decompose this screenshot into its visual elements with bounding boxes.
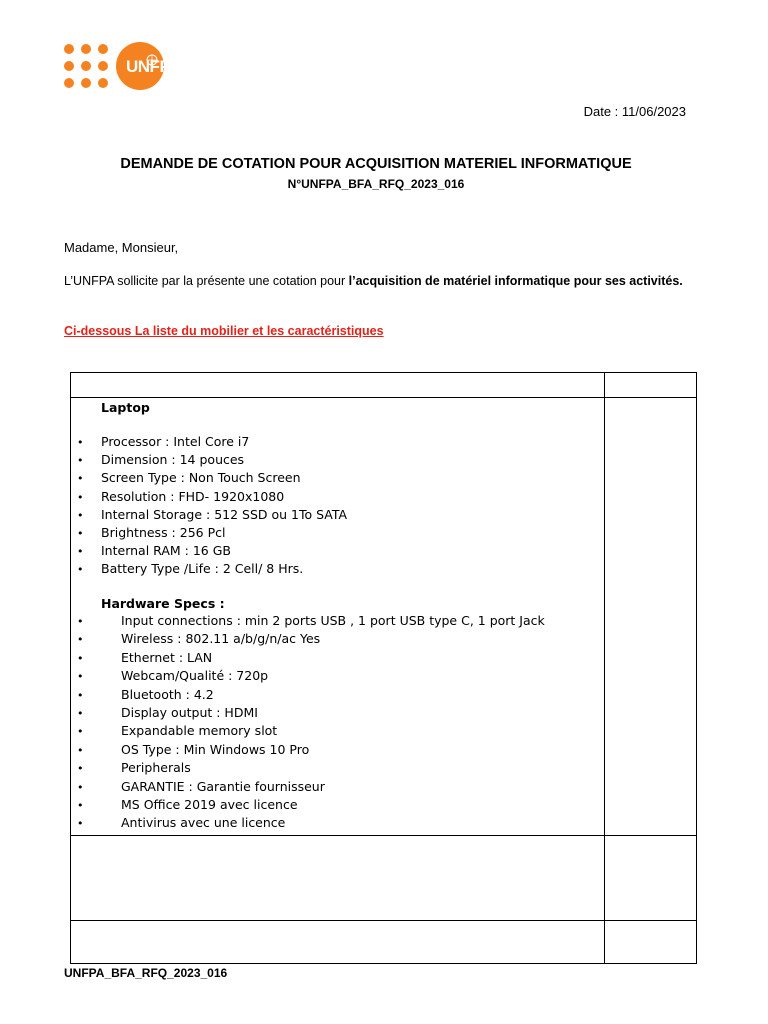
hardware-title: Hardware Specs : [101, 596, 225, 611]
logo-dot [98, 61, 108, 71]
logo-dot [81, 61, 91, 71]
bullet-icon: • [77, 725, 84, 739]
hardware-spec-item: Bluetooth : 4.2 [121, 686, 214, 702]
bullet-icon: • [77, 817, 84, 831]
hardware-spec-item: Ethernet : LAN [121, 649, 213, 665]
bullet-icon: • [77, 472, 84, 486]
document-reference: N°UNFPA_BFA_RFQ_2023_016 [287, 177, 465, 191]
spec-item: Brightness : 256 Pcl [101, 525, 226, 540]
bullet-icon: • [77, 508, 84, 522]
bullet-icon: • [77, 563, 84, 577]
row-divider [71, 835, 696, 836]
spec-item: Internal RAM : 16 GB [101, 543, 231, 559]
hardware-spec-item: OS Type : Min Windows 10 Pro [121, 741, 310, 757]
column-divider [604, 373, 605, 963]
bullet-icon: • [77, 527, 84, 540]
intro-text: L’UNFPA sollicite par la présente une cotation pour [64, 274, 349, 288]
hardware-spec-item: Expandable memory slot [121, 723, 278, 739]
logo-text: UNFPA [126, 57, 181, 76]
bullet-icon: • [77, 490, 84, 504]
hardware-spec-item: Antivirus avec une licence [121, 815, 286, 831]
spec-item: Resolution : FHD- 1920x1080 [101, 488, 285, 504]
bullet-icon: • [77, 615, 84, 628]
specifications-table [70, 372, 697, 964]
bullet-icon: • [77, 633, 84, 647]
footer-reference: UNFPA_BFA_RFQ_2023_016 [64, 966, 228, 980]
logo-dot [81, 44, 91, 54]
spec-item: Screen Type : Non Touch Screen [101, 470, 301, 486]
bullet-icon: • [77, 762, 84, 776]
spec-item: Dimension : 14 pouces [101, 452, 245, 468]
logo-dot [81, 78, 91, 88]
hardware-spec-item: Display output : HDMI [121, 705, 258, 720]
row-divider [71, 920, 696, 921]
bullet-icon: • [77, 545, 84, 559]
unfpa-logo [64, 42, 181, 90]
bullet-icon: • [77, 743, 84, 757]
bullet-icon: • [77, 670, 84, 684]
intro-paragraph [64, 274, 683, 288]
salutation: Madame, Monsieur, [64, 240, 179, 255]
bullet-icon: • [77, 799, 84, 812]
bullet-icon: • [77, 651, 84, 665]
item-title: Laptop [101, 400, 150, 415]
logo-dot [64, 78, 74, 88]
document-title: DEMANDE DE COTATION POUR ACQUISITION MATERIEL INFORMATIQUE [120, 156, 632, 172]
row-divider [71, 397, 696, 398]
spec-item: Internal Storage : 512 SSD ou 1To SATA [101, 506, 348, 522]
document-date: Date : 11/06/2023 [583, 104, 686, 119]
hardware-spec-item: GARANTIE : Garantie fournisseur [121, 778, 325, 794]
bullet-icon: • [77, 436, 84, 449]
intro-bold-text: l’acquisition de matériel informatique pour ses activités. [348, 274, 683, 288]
bullet-icon: • [77, 454, 84, 468]
logo-dot [64, 61, 74, 71]
hardware-spec-item: MS Office 2019 avec licence [121, 797, 298, 812]
logo-dot [64, 44, 74, 54]
spec-item: Processor : Intel Core i7 [101, 434, 250, 449]
logo-dot [98, 78, 108, 88]
bullet-icon: • [77, 780, 84, 794]
hardware-spec-item: Input connections : min 2 ports USB , 1 port USB type C, 1 port Jack [121, 613, 545, 628]
hardware-spec-item: Peripherals [121, 760, 191, 776]
bullet-icon: • [77, 707, 84, 720]
spec-item: Battery Type /Life : 2 Cell/ 8 Hrs. [101, 561, 304, 577]
hardware-spec-item: Webcam/Qualité : 720p [121, 668, 269, 684]
logo-dot [98, 44, 108, 54]
list-heading: Ci-dessous La liste du mobilier et les caractéristiques [64, 324, 384, 338]
hardware-spec-item: Wireless : 802.11 a/b/g/n/ac Yes [121, 631, 321, 647]
bullet-icon: • [77, 688, 84, 702]
